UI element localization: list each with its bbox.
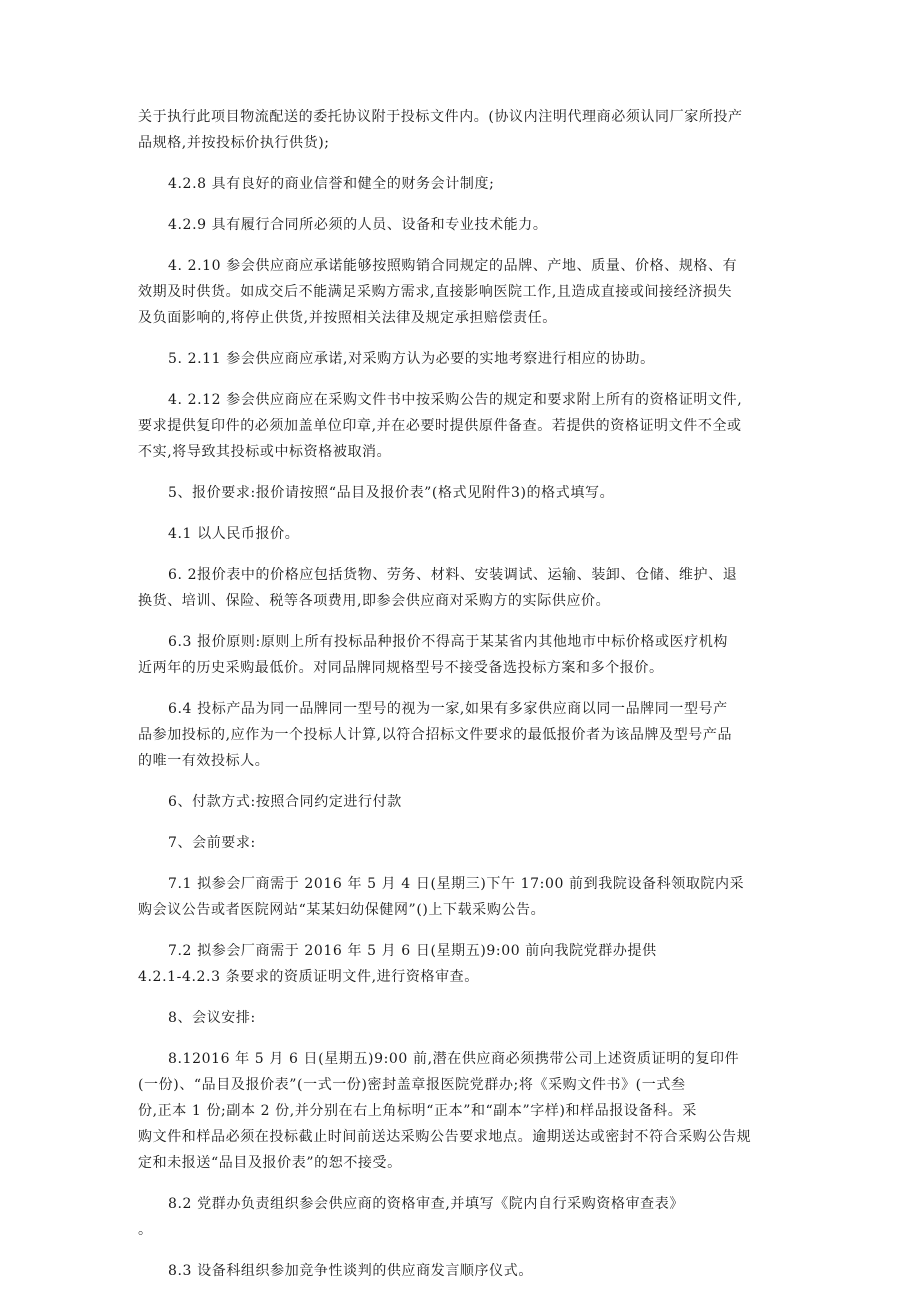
paragraph-line: 关于执行此项目物流配送的委托协议附于投标文件内。(协议内注明代理商必须认同厂家所投产 bbox=[138, 109, 743, 125]
body-paragraph bbox=[138, 830, 788, 856]
body-paragraph bbox=[138, 629, 788, 681]
body-paragraph bbox=[138, 696, 788, 774]
paragraph-line: 要求提供复印件的必须加盖单位印章,并在必要时提供原件备查。若提供的资格证明文件不全或 bbox=[138, 418, 742, 434]
paragraph-line: 4.2.9 具有履行合同所必须的人员、设备和专业技术能力。 bbox=[168, 217, 548, 233]
paragraph-line: 6、付款方式:按照合同约定进行付款 bbox=[168, 794, 402, 810]
body-paragraph bbox=[138, 1046, 788, 1176]
document-page bbox=[138, 104, 788, 1299]
paragraph-line: 8.3 设备科组织参加竞争性谈判的供应商发言顺序仪式。 bbox=[168, 1263, 533, 1279]
paragraph-line: 7.1 拟参会厂商需于 2016 年 5 月 4 日(星期三)下午 17:00 前到我院设备科领取院内采 bbox=[168, 876, 745, 892]
body-paragraph bbox=[138, 1005, 788, 1031]
paragraph-line: 8、会议安排: bbox=[168, 1010, 256, 1026]
paragraph-line: 品规格,并按投标价执行供货); bbox=[138, 135, 330, 151]
paragraph-line: 的唯一有效投标人。 bbox=[138, 753, 270, 769]
paragraph-line: 效期及时供货。如成交后不能满足采购方需求,直接影响医院工作,且造成直接或间接经济损失 bbox=[138, 284, 733, 300]
paragraph-line: 4. 2.12 参会供应商应在采购文件书中按采购公告的规定和要求附上所有的资格证明文件, bbox=[168, 392, 743, 408]
paragraph-line: 8.12016 年 5 月 6 日(星期五)9:00 前,潜在供应商必须携带公司上述资质证明的复印件 bbox=[168, 1051, 740, 1067]
paragraph-line: 换货、培训、保险、税等各项费用,即参会供应商对采购方的实际供应价。 bbox=[138, 593, 611, 609]
body-paragraph bbox=[138, 171, 788, 197]
paragraph-line: 7.2 拟参会厂商需于 2016 年 5 月 6 日(星期五)9:00 前向我院党群办提供 bbox=[168, 943, 657, 959]
paragraph-line: 4.1 以人民币报价。 bbox=[168, 526, 300, 542]
body-paragraph bbox=[138, 1191, 788, 1243]
paragraph-line: 近两年的历史采购最低价。对同品牌同规格型号不接受备选投标方案和多个报价。 bbox=[138, 660, 664, 676]
paragraph-line: 6.3 报价原则:原则上所有投标品种报价不得高于某某省内其他地市中标价格或医疗机构 bbox=[168, 634, 729, 650]
body-paragraph bbox=[138, 521, 788, 547]
body-paragraph bbox=[138, 789, 788, 815]
paragraph-line: 不实,将导致其投标或中标资格被取消。 bbox=[138, 444, 392, 460]
paragraph-line: 5. 2.11 参会供应商应承诺,对采购方认为必要的实地考察进行相应的协助。 bbox=[168, 351, 655, 367]
body-paragraph bbox=[138, 938, 788, 990]
paragraph-line: 定和未报送“品目及报价表”的恕不接受。 bbox=[138, 1155, 402, 1171]
body-paragraph bbox=[138, 562, 788, 614]
body-paragraph bbox=[138, 104, 788, 156]
body-paragraph bbox=[138, 346, 788, 372]
paragraph-line: 购会议公告或者医院网站“某某妇幼保健网”()上下载采购公告。 bbox=[138, 902, 546, 918]
body-paragraph bbox=[138, 480, 788, 506]
paragraph-line: 6.4 投标产品为同一品牌同一型号的视为一家,如果有多家供应商以同一品牌同一型号产 bbox=[168, 701, 728, 717]
paragraph-line: 份,正本 1 份;副本 2 份,并分别在右上角标明“正本”和“副本”字样)和样品报设备科。采 bbox=[138, 1103, 697, 1119]
paragraph-line: 品参加投标的,应作为一个投标人计算,以符合招标文件要求的最低报价者为该品牌及型号产品 bbox=[138, 727, 733, 743]
body-paragraph bbox=[138, 253, 788, 331]
paragraph-line: (一份)、“品目及报价表”(一式一份)密封盖章报医院党群办;将《采购文件书》(一式叁 bbox=[138, 1077, 686, 1093]
body-paragraph bbox=[138, 871, 788, 923]
paragraph-line: 4.2.8 具有良好的商业信誉和健全的财务会计制度; bbox=[168, 176, 495, 192]
paragraph-line: 及负面影响的,将停止供货,并按照相关法律及规定承担赔偿责任。 bbox=[138, 310, 557, 326]
paragraph-line: 4.2.1-4.2.3 条要求的资质证明文件,进行资格审查。 bbox=[138, 969, 479, 985]
paragraph-line: 7、会前要求: bbox=[168, 835, 256, 851]
paragraph-line: 8.2 党群办负责组织参会供应商的资格审查,并填写《院内自行采购资格审查表》 bbox=[168, 1196, 684, 1212]
body-paragraph bbox=[138, 387, 788, 465]
paragraph-line: 。 bbox=[138, 1222, 153, 1238]
paragraph-line: 5、报价要求:报价请按照“品目及报价表”(格式见附件3)的格式填写。 bbox=[168, 485, 615, 501]
paragraph-line: 6. 2报价表中的价格应包括货物、劳务、材料、安装调试、运输、装卸、仓储、维护、退 bbox=[168, 567, 738, 583]
body-paragraph bbox=[138, 1258, 788, 1284]
body-paragraph bbox=[138, 212, 788, 238]
paragraph-line: 购文件和样品必须在投标截止时间前送达采购公告要求地点。逾期送达或密封不符合采购公告规 bbox=[138, 1129, 752, 1145]
paragraph-line: 4. 2.10 参会供应商应承诺能够按照购销合同规定的品牌、产地、质量、价格、规格、有 bbox=[168, 258, 738, 274]
